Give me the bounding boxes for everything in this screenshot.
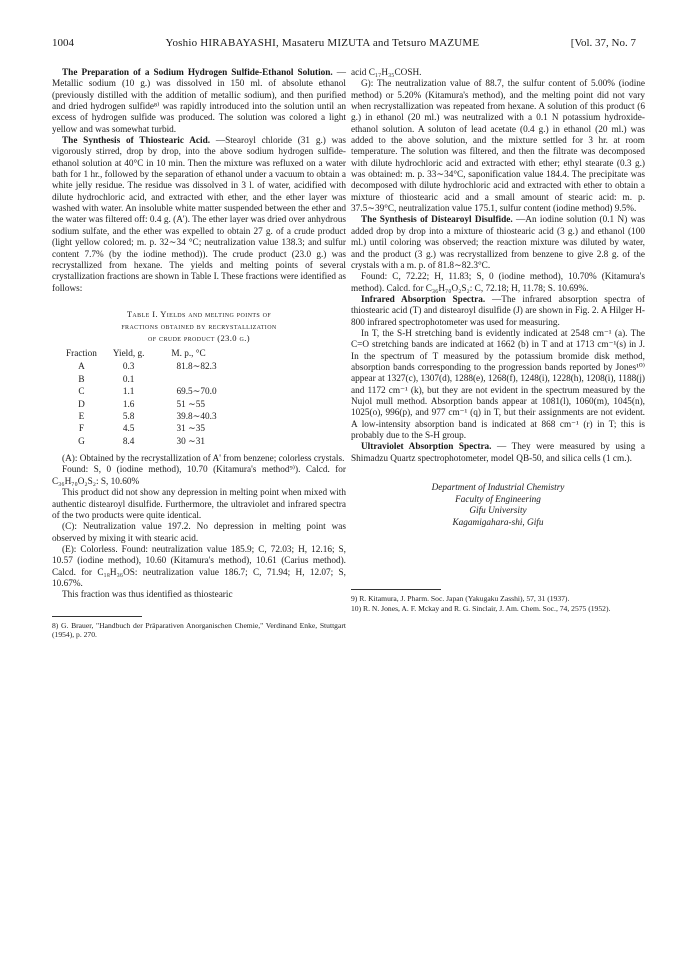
table-row: [58, 399, 225, 411]
paragraph-infrared-bands: In T, the S-H stretching band is evidently indicated at 2548 cm⁻¹ (a). The C=O stretching bands are indicated at 1662 (b) in T and at 1713 cm⁻¹(s) in J. In the spectrum of T measured by the potassium bromide disk method, absorption bands corresponding to the progression bands reported by Jones¹⁰⁾ appear at 1327(c), 1307(d), 1288(e), 1268(f), 1248(i), 1228(h), 1208(i), 1188(j) and 1172 cm⁻¹ (k), but they are not evident in the spectrum measured by the Nujol mull method. Absorption bands appear at 1081(l), 1060(m), 1045(n), 1025(o), 996(p), and 977 cm⁻¹ (q) in T, but their assignments are not evident. A low-intensity absorption band is indicated at 868 cm⁻¹ (r) in T; this is probably due to the S-H group.: [351, 328, 645, 441]
table-row: [58, 374, 225, 386]
table-row: [58, 386, 225, 398]
page-number: 1004: [52, 37, 74, 49]
table-cell: 30 ∼31: [176, 436, 206, 447]
paragraph-sodium-hydrogen-sulfide: [52, 68, 346, 136]
section-title-infrared: Infrared Absorption Spectra.: [361, 294, 486, 305]
table-caption: [52, 308, 346, 344]
footnote-9: 9) R. Kitamura, J. Pharm. Soc. Japan (Yakugaku Zasshi), 57, 31 (1937).: [351, 594, 570, 604]
paragraph-found-distearoyl: Found: C, 72.22; H, 11.83; S, 0 (iodine method), 10.70% (Kitamura's method). Calcd. for C₃₆H₇₀O₂S₂: C, 72.18; H, 11.78; S. 10.69%.: [351, 272, 645, 294]
table-caption-line: of crude product (23.0 g.): [148, 332, 250, 343]
affiliation-line: Faculty of Engineering: [455, 494, 541, 505]
paragraph-fraction-e: (E): Colorless. Found: neutralization value 185.9; C, 72.03; H, 12.16; S, 10.57 (iodine method), 10.60 (Kitamura's method), 10.61 (Carius method). Calcd. for C₁₈H₃₆OS: neutralization value 186.7; C, 71.94; H, 12.07; S, 10.67%.: [52, 544, 346, 589]
right-column: [351, 68, 645, 614]
table-header-cell: Yield, g.: [112, 348, 145, 359]
table-header-row: [58, 348, 225, 361]
table-cell: 1.1: [122, 387, 135, 398]
table-cell: E: [78, 411, 85, 422]
table-cell: 0.3: [122, 362, 135, 373]
table-caption-line: fractions obtained by recrystallization: [121, 320, 277, 331]
journal-volume: [Vol. 37, No. 7: [570, 37, 636, 49]
section-title-sodium-hydrogen-sulfide: The Preparation of a Sodium Hydrogen Sulfide-Ethanol Solution.: [62, 68, 333, 78]
section-title-distearoyl-synthesis: The Synthesis of Distearoyl Disulfide.: [361, 215, 513, 226]
table-cell: 81.8∼82.3: [176, 362, 217, 373]
table-cell: 39.8∼40.3: [176, 411, 217, 422]
paragraph-fraction-c: (C): Neutralization value 197.2. No depression in melting point was observed by mixing it with stearic acid.: [52, 522, 346, 544]
paragraph-fraction-g: G): The neutralization value of 88.7, the sulfur content of 5.00% (iodine method) or 5.20% (Kitamura's method), and the melting point did not vary when recrystallization was repeated from hexane. A solution of this product (6 g.) in ethanol (20 ml.) was neutralized with a 0.1 N potassium hydroxide-ethanol solution. A soluton of lead acetate (0.4 g.) in ethanol (20 ml.) was added to the above solution, and the mixture settled for 3 hr. at room temperature. The solution was filtered, and then the filtrate was decomposed with dilute hydrochloric acid and extracted with ether; ethyl stearate (0.3 g.) was obtained: m. p. 33∼34°C, saponification value 184.4. The precipitate was decomposed with dilute hydrochloric acid and extracted with ether to obtain a mixture of thiostearic acid and a small amount of stearic acid: m. p. 37.5∼39°C, neutralization value 175.1, sulfur content (iodine method) 9.5%.: [351, 79, 645, 215]
affiliation-line: Gifu University: [469, 506, 527, 517]
footnote-rule: [351, 589, 441, 590]
paragraph-found-a: Found: S, 0 (iodine method), 10.70 (Kitamura's method⁹⁾). Calcd. for C₃₆H₇₀O₂S₂: S, 10.60%: [52, 465, 346, 487]
table-row: [58, 411, 225, 423]
paragraph-body: —The infrared absorption spectra of thiostearic acid (T) and distearoyl disulfide (J) are shown in Fig. 2. A Hilger H-800 infrared spectrophotometer was used for measuring.: [351, 294, 645, 328]
table-cell: B: [78, 374, 85, 385]
table-cell: 51 ∼55: [176, 399, 206, 410]
paragraph-body: —Stearoyl chloride (31 g.) was vigorously stirred, drop by drop, into the above sodium hydrogen sulfide-ethanol solution at 40°C in 10 min. Then the mixture was refluxed on a water bath for 1 hr., followed by the separation of ethanol under a vacuum to obtain a white jelly residue. The residue was dissolved in 3 l. of water, acidified with dilute hydrochloric acid, and extracted with ether, and the ether layer was washed with water. An insoluble white matter suspended between the ether and the water was filtered off: 0.4 g. (A'). The ether layer was dried over anhydrous sodium sulfate, and the ether was expelled to obtain 27 g. of a crude product (light yellow colored; m. p. 32∼34 °C; neutralization value 138.3; and sulfur content 7.7% (by the iodine method)). The crude product (23.0 g.) was recrystallized from hexane. The yields and melting points of several crystallization fractions are shown in Table I. These fractions were identified as follows:: [52, 136, 346, 294]
left-column: [52, 68, 346, 640]
running-authors: Yoshio HIRABAYASHI, Masateru MIZUTA and Tetsuro MAZUME: [165, 37, 480, 49]
table-cell: 1.6: [122, 399, 135, 410]
table-row: [58, 436, 225, 448]
footnote-10: 10) R. N. Jones, A. F. Mckay and R. G. Sinclair, J. Am. Chem. Soc., 74, 2575 (1952).: [351, 604, 611, 613]
paragraph-fraction-a: (A): Obtained by the recrystallization of A' from benzene; colorless crystals.: [62, 454, 345, 465]
table-cell: D: [78, 399, 85, 410]
table-cell: C: [78, 387, 85, 398]
paragraph-ultraviolet: [351, 442, 645, 465]
paragraph-body: —An iodine solution (0.1 N) was added drop by drop into a mixture of thiostearic acid (3 g.) and ethanol (100 ml.) until coloring was observed; the reaction mixture was diluted by water, and the product (3 g.) was recrystallized from benzene to give 2.8 g. of the crystals with a m. p. of 81.8∼82.3°C.: [351, 215, 645, 271]
table-cell: 4.5: [122, 424, 135, 435]
footnote-8: 8) G. Brauer, "Handbuch der Präparativen Anorganischen Chemie," Verdinand Enke, Stuttgart (1954), p. 270.: [52, 620, 346, 640]
table-cell: A: [78, 362, 85, 373]
table-cell: 5.8: [122, 411, 135, 422]
table-cell: F: [78, 424, 84, 435]
table-cell: [152, 374, 224, 386]
footnote-rule: [52, 616, 142, 617]
paragraph-distearoyl-synthesis: [351, 215, 645, 272]
paragraph-thiostearic-synthesis: [52, 136, 346, 295]
table-row: [58, 423, 225, 435]
page-header: [52, 37, 636, 55]
table-row: [58, 361, 225, 373]
table-header-cell: Fraction: [66, 348, 97, 359]
table-cell: 0.1: [122, 374, 135, 385]
paragraph-identified-thiostearic: This fraction was thus identified as thiostearic: [62, 590, 233, 601]
table-cell: 31 ∼35: [176, 424, 206, 435]
section-title-thiostearic-synthesis: The Synthesis of Thiostearic Acid.: [62, 136, 211, 147]
table-cell: 8.4: [122, 436, 135, 447]
table-header-cell: M. p., °C: [171, 348, 206, 359]
paragraph-identity-a: This product did not show any depression in melting point when mixed with authentic distearoyl disulfide. Furthermore, the ultraviolet and infrared spectra of the two products were quite identical.: [52, 488, 346, 521]
table-cell: G: [78, 436, 85, 447]
table-caption-line: Table I. Yields and melting points of: [126, 308, 272, 319]
paragraph-infrared: [351, 295, 645, 329]
table-cell: 69.5∼70.0: [176, 387, 217, 398]
section-title-ultraviolet: Ultraviolet Absorption Spectra.: [361, 442, 492, 453]
paragraph-body: — They were measured by using a Shimadzu Quartz spectrophotometer, model QB-50, and silica cells (1 cm.).: [351, 442, 646, 464]
affiliation: [351, 483, 645, 529]
affiliation-line: Kagamigahara-shi, Gifu: [452, 517, 544, 528]
paragraph-acid-formula: acid C₁₇H₃₅COSH.: [351, 68, 422, 78]
paragraph-body: — Metallic sodium (10 g.) was dissolved in 150 ml. of absolute ethanol (previously distilled with the addition of metallic sodium), and then purified and dried hydrogen sulfide⁸⁾ was rapidly introduced into the solution until an excess of hydrogen sulfide was produced. The solution was colored a light yellow and was somewhat turbid.: [52, 68, 347, 135]
yield-table: [58, 348, 225, 448]
affiliation-line: Department of Industrial Chemistry: [431, 483, 565, 494]
